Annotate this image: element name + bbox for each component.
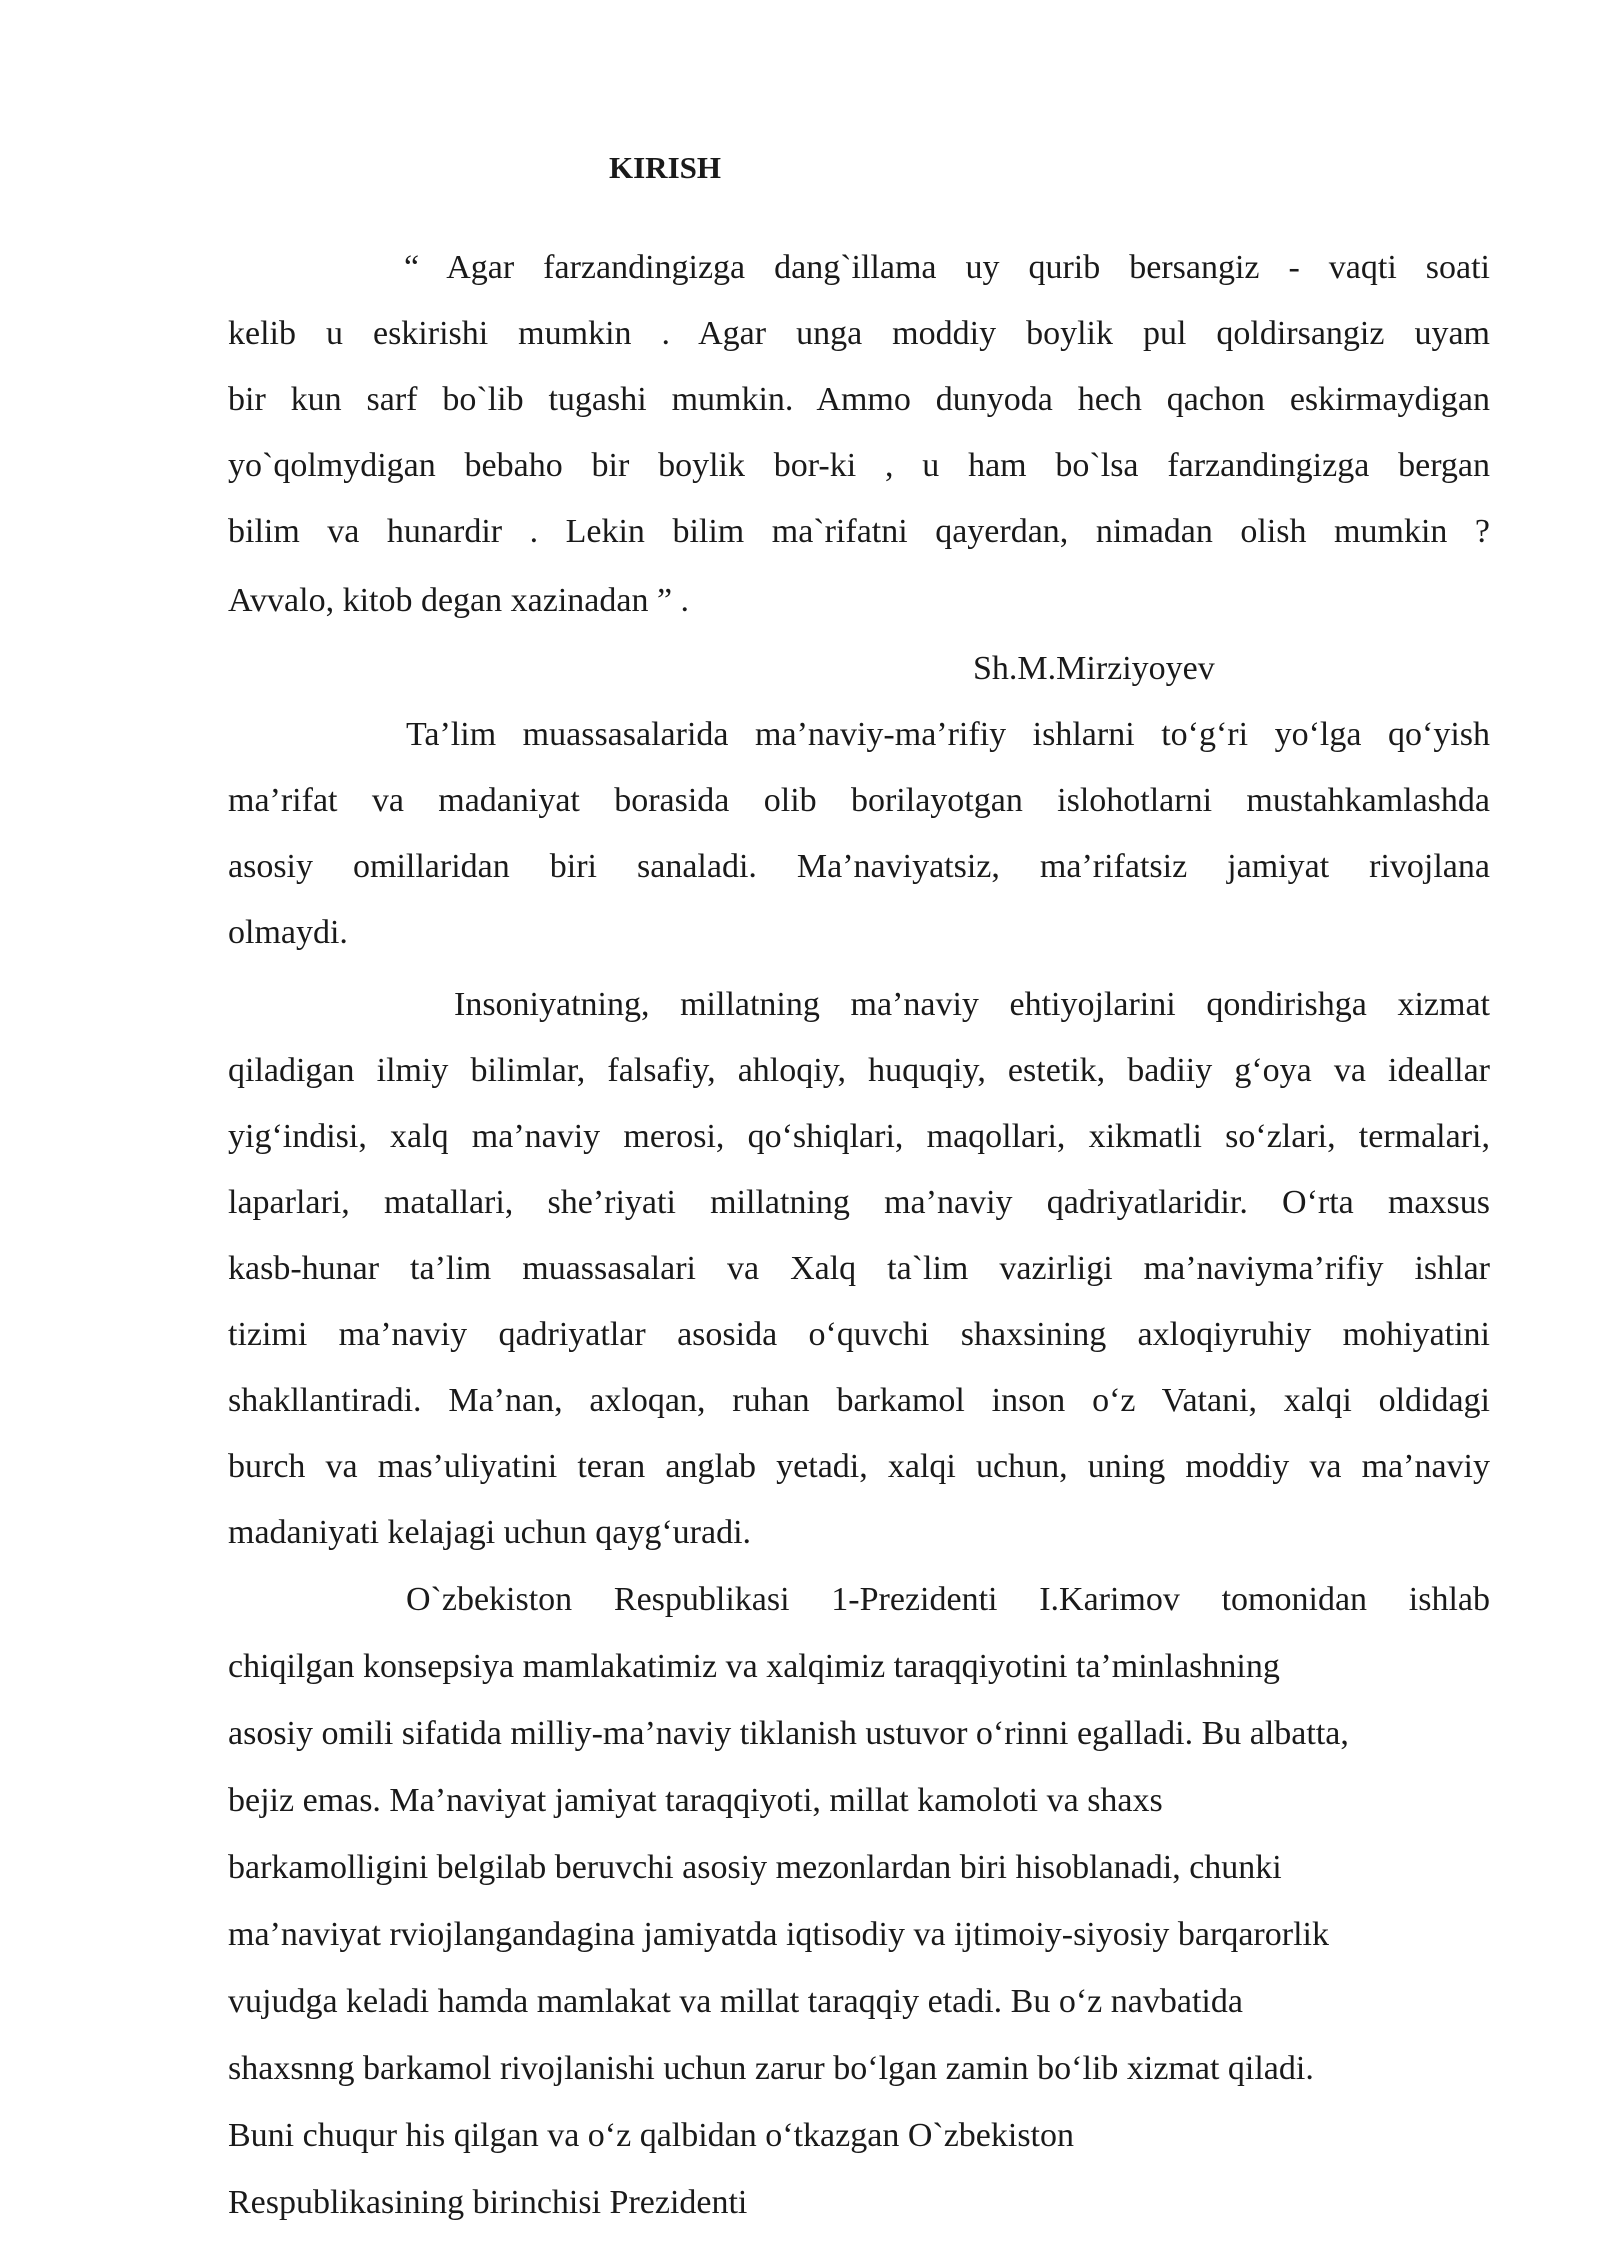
quote-line: “ Agar farzandingizga dang`illama uy qurib bersangiz - vaqti soati [404, 249, 1490, 286]
paragraph-line: ma’naviyat rviojlangandagina jamiyatda iqtisodiy va ijtimoiy-siyosiy barqarorlik [228, 1916, 1329, 1953]
quote-line: yo`qolmydigan bebaho bir boylik bor-ki , u ham bo`lsa farzandingizga bergan [228, 447, 1490, 484]
paragraph-line: chiqilgan konsepsiya mamlakatimiz va xalqimiz taraqqiyotini ta’minlashning [228, 1648, 1280, 1685]
paragraph-line: Respublikasining birinchisi Prezidenti [228, 2184, 748, 2221]
paragraph-line: vujudga keladi hamda mamlakat va millat taraqqiy etadi. Bu o‘z navbatida [228, 1983, 1243, 2020]
quote-line: Avvalo, kitob degan xazinadan ” . [228, 582, 690, 619]
paragraph-line: olmaydi. [228, 914, 348, 951]
paragraph-line: Buni chuqur his qilgan va o‘z qalbidan o‘tkazgan O`zbekiston [228, 2117, 1074, 2154]
paragraph-1 [228, 702, 1490, 966]
paragraph-line: barkamolligini belgilab beruvchi asosiy mezonlardan biri hisoblanadi, chunki [228, 1849, 1282, 1886]
quote-line: bilim va hunardir . Lekin bilim ma`rifatni qayerdan, nimadan olish mumkin ? [228, 513, 1490, 550]
paragraph-2 [228, 972, 1490, 1566]
paragraph-line: tizimi ma’naviy qadriyatlar asosida o‘quvchi shaxsining axloqiyruhiy mohiyatini [228, 1316, 1490, 1353]
paragraph-3 [228, 1566, 1490, 2236]
page-title: KIRISH [609, 150, 721, 185]
epigraph-quote [228, 235, 1490, 636]
paragraph-line: Insoniyatning, millatning ma’naviy ehtiyojlarini qondirishga xizmat [454, 986, 1490, 1023]
quote-line: bir kun sarf bo`lib tugashi mumkin. Ammo dunyoda hech qachon eskirmaydigan [228, 381, 1490, 418]
paragraph-line: bejiz emas. Ma’naviyat jamiyat taraqqiyoti, millat kamoloti va shaxs [228, 1782, 1163, 1819]
quote-author: Sh.M.Mirziyoyev [973, 650, 1215, 687]
paragraph-line: kasb-hunar ta’lim muassasalari va Xalq ta`lim vazirligi ma’naviyma’rifiy ishlar [228, 1250, 1490, 1287]
paragraph-line: shaxsnng barkamol rivojlanishi uchun zarur bo‘lgan zamin bo‘lib xizmat qiladi. [228, 2050, 1314, 2087]
quote-line: kelib u eskirishi mumkin . Agar unga moddiy boylik pul qoldirsangiz uyam [228, 315, 1490, 352]
paragraph-line: qiladigan ilmiy bilimlar, falsafiy, ahloqiy, huquqiy, estetik, badiiy g‘oya va ideallar [228, 1052, 1490, 1089]
paragraph-line: burch va mas’uliyatini teran anglab yetadi, xalqi uchun, uning moddiy va ma’naviy [228, 1448, 1490, 1485]
paragraph-line: asosiy omili sifatida milliy-ma’naviy tiklanish ustuvor o‘rinni egalladi. Bu albatta, [228, 1715, 1349, 1752]
paragraph-line: laparlari, matallari, she’riyati millatning ma’naviy qadriyatlaridir. O‘rta maxsus [228, 1184, 1490, 1221]
paragraph-line: shakllantiradi. Ma’nan, axloqan, ruhan barkamol inson o‘z Vatani, xalqi oldidagi [228, 1382, 1490, 1419]
paragraph-line: Ta’lim muassasalarida ma’naviy-ma’rifiy ishlarni to‘g‘ri yo‘lga qo‘yish [406, 716, 1490, 753]
paragraph-line: O`zbekiston Respublikasi 1-Prezidenti I.Karimov tomonidan ishlab [406, 1581, 1490, 1618]
paragraph-line: yig‘indisi, xalq ma’naviy merosi, qo‘shiqlari, maqollari, xikmatli so‘zlari, termalari, [228, 1118, 1490, 1155]
paragraph-line: madaniyati kelajagi uchun qayg‘uradi. [228, 1514, 752, 1551]
paragraph-line: ma’rifat va madaniyat borasida olib borilayotgan islohotlarni mustahkamlashda [228, 782, 1490, 819]
paragraph-line: asosiy omillaridan biri sanaladi. Ma’naviyatsiz, ma’rifatsiz jamiyat rivojlana [228, 848, 1490, 885]
